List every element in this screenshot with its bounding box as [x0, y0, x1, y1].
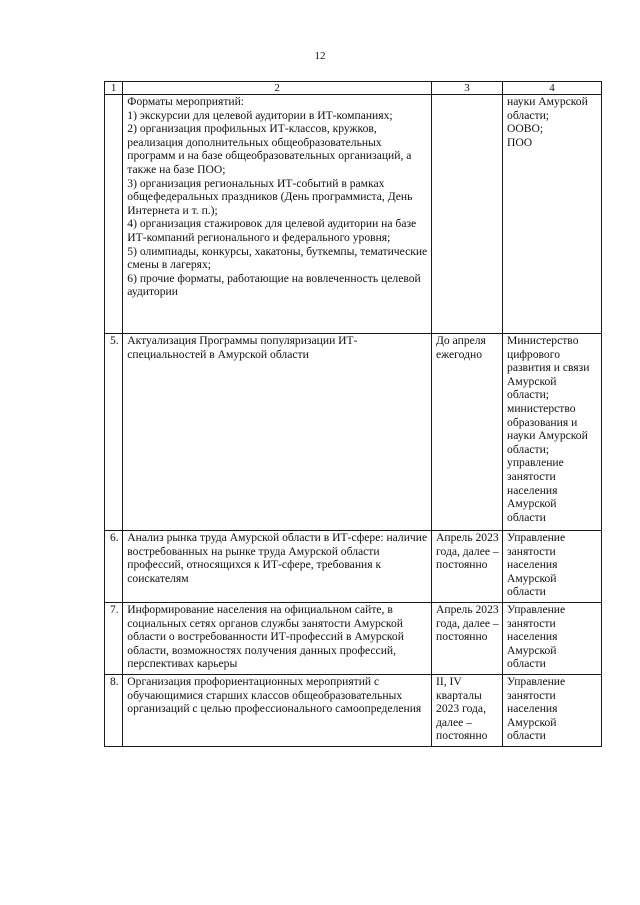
row-activity: Актуализация Программы популяризации ИТ-специальностей в Амурской области	[123, 334, 432, 531]
table-row	[105, 675, 602, 747]
table-row	[105, 334, 602, 531]
row-executor: Управление занятости населения Амурской области	[503, 675, 602, 747]
row-term: До апреля ежегодно	[432, 334, 503, 531]
header-col-3: 3	[432, 82, 503, 95]
row-number	[105, 95, 123, 334]
header-col-2: 2	[123, 82, 432, 95]
measures-table	[104, 81, 602, 747]
row-activity: Организация профориентационных мероприятий с обучающимися старших классов общеобразовательных организаций с целью профессионального самоопределения	[123, 675, 432, 747]
row-activity: Информирование населения на официальном сайте, в социальных сетях органов службы занятости Амурской области о востребованности ИТ-профессий в Амурской области, возможностях получения данных профессий, перспективах карьеры	[123, 603, 432, 675]
row-number: 5.	[105, 334, 123, 531]
table-row	[105, 531, 602, 603]
row-term: Апрель 2023 года, далее – постоянно	[432, 603, 503, 675]
row-term: Апрель 2023 года, далее – постоянно	[432, 531, 503, 603]
row-number: 7.	[105, 603, 123, 675]
row-activity: Форматы мероприятий: 1) экскурсии для целевой аудитории в ИТ-компаниях; 2) организация профильных ИТ-классов, кружков, реализация дополнительных общеобразовательных программ и на базе общеобразовательных организаций, а также на базе ПОО; 3) организация региональных ИТ-событий в рамках общефедеральных праздников (День программиста, День Интернета и т. п.); 4) организация стажировок для целевой аудитории на базе ИТ-компаний регионального и федерального уровня; 5) олимпиады, конкурсы, хакатоны, буткемпы, тематические смены в лагерях; 6) прочие форматы, работающие на вовлеченность целевой аудитории	[123, 95, 432, 334]
header-col-1: 1	[105, 82, 123, 95]
row-executor: Управление занятости населения Амурской области	[503, 603, 602, 675]
table-row	[105, 95, 602, 334]
table-row	[105, 603, 602, 675]
row-executor: Управление занятости населения Амурской области	[503, 531, 602, 603]
row-executor: науки Амурской области; ООВО; ПОО	[503, 95, 602, 334]
table-header-row	[105, 82, 602, 95]
header-col-4: 4	[503, 82, 602, 95]
row-term	[432, 95, 503, 334]
row-number: 6.	[105, 531, 123, 603]
row-activity: Анализ рынка труда Амурской области в ИТ-сфере: наличие востребованных на рынке труда Амурской области профессий, относящихся к ИТ-сфере, требования к соискателям	[123, 531, 432, 603]
row-term: II, IV кварталы 2023 года, далее – постоянно	[432, 675, 503, 747]
row-executor: Министерство цифрового развития и связи Амурской области; министерство образования и науки Амурской области; управление занятости населения Амурской области	[503, 334, 602, 531]
page-number: 12	[314, 50, 326, 62]
row-number: 8.	[105, 675, 123, 747]
